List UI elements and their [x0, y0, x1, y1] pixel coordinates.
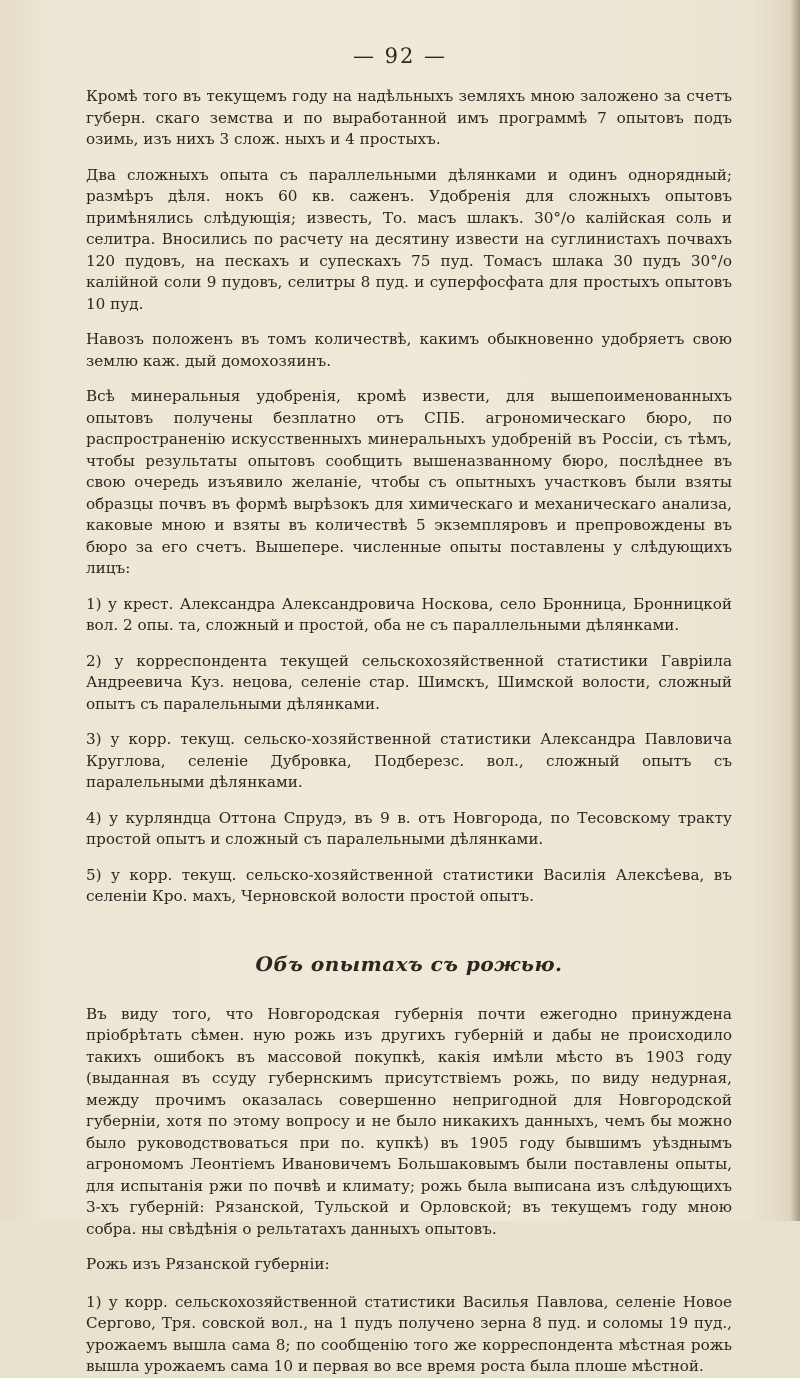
- page-number: — 92 —: [352, 44, 448, 68]
- list-item-3: 3) у корр. текущ. сельско-хозяйственной статистики Александра Павловича Круглова, селеніе Дубровка, Подберезс. вол., сложный опытъ съ паралельными дѣлянками.: [86, 730, 732, 791]
- paragraph-2: Два сложныхъ опыта съ параллельными дѣлянками и одинъ однорядный; размѣръ дѣля. нокъ 60 кв. саженъ. Удобренія для сложныхъ опытовъ примѣнялись слѣдующія; известь, То. масъ шлакъ. 30°/о калійская соль и селитра. Вносились по расчету на десятину извести на суглинистахъ почвахъ 120 пудовъ, на пескахъ и супескахъ 75 пуд. Томасъ шлака 30 пудъ 30°/о калійной соли 9 пудовъ, селитры 8 пуд. и суперфосфата для простыхъ опытовъ 10 пуд.: [86, 165, 732, 313]
- section-paragraph: Въ виду того, что Новгородская губернія почти ежегодно принуждена пріобрѣтать сѣмен. ную рожь изъ другихъ губерній и дабы не происходило такихъ ошибокъ въ массовой покупкѣ, какія имѣли мѣсто въ 1903 году (выданная въ ссуду губернскимъ присутствіемъ рожь, по виду недурная, между прочимъ оказалась совершенно непригодной для Новгородской губерніи, хотя по этому вопросу и не было никакихъ данныхъ, чемъ бы можно было руководствоваться при по. купкѣ) въ 1905 году бывшимъ уѣзднымъ агрономомъ Леонтіемъ Ивановичемъ Большаковымъ были поставлены опыты, для испытанія ржи по почвѣ и климату; рожь была выписана изъ слѣдующихъ 3-хъ губерній: Рязанской, Тульской и Орловской; въ текущемъ году мною собра. ны свѣдѣнія о рельтатахъ данныхъ опытовъ.: [86, 1004, 732, 1238]
- list-item-4: 4) у курляндца Оттона Спрудэ, въ 9 в. отъ Новгорода, по Тесовскому тракту простой опытъ и сложный съ паралельными дѣлянками.: [86, 808, 732, 848]
- subheading: Рожь изъ Рязанской губерніи:: [86, 1255, 330, 1273]
- paragraph-3: Навозъ положенъ въ томъ количествѣ, какимъ обыкновенно удобряетъ свою землю каж. дый домохозяинъ.: [86, 330, 732, 370]
- paragraph-1: Кромѣ того въ текущемъ году на надѣльныхъ земляхъ мною заложено за счетъ губерн. скаго земства и по выработанной имъ программѣ 7 опытовъ подъ озимь, изъ нихъ 3 слож. ныхъ и 4 простыхъ.: [86, 87, 732, 148]
- list-item-5: 5) у корр. текущ. сельско-хозяйственной статистики Василія Алексѣева, въ селеніи Кро. махъ, Черновской волости простой опытъ.: [86, 865, 732, 905]
- last-paragraph: 1) у корр. сельскохозяйственной статистики Василья Павлова, селеніе Новое Сергово, Тря. совской вол., на 1 пудъ получено зерна 8 пуд. и соломы 19 пуд., урожаемъ вышла сама 8; по сообщенію того же корреспондента мѣстная рожь вышла урожаемъ сама 10 и первая во все время роста была плоше мѣстной.: [86, 1292, 732, 1375]
- section-heading: Объ опытахъ съ рожью.: [255, 951, 563, 976]
- list-item-2: 2) у корреспондента текущей сельскохозяйственной статистики Гавріила Андреевича Куз. нецова, селеніе стар. Шимскъ, Шимской волости, сложный опытъ съ паралельными дѣлянками.: [86, 651, 732, 713]
- page-content: [86, 86, 732, 1378]
- paragraph-4: Всѣ минеральныя удобренія, кромѣ извести, для вышепоименованныхъ опытовъ получены безплатно отъ СПБ. агрономическаго бюро, по распространенію искусственныхъ минеральныхъ удобреній въ Россіи, съ тѣмъ, чтобы результаты опытовъ сообщить вышеназванному бюро, послѣднее въ свою очередь изъявило желаніе, чтобы съ опытныхъ участковъ были взяты образцы почвъ въ формѣ вырѣзокъ для химическаго и механическаго анализа, каковые мною и взяты въ количествѣ 5 экземпляровъ и препровождены въ бюро за его счетъ. Вышепере. численные опыты поставлены у слѣдующихъ лицъ:: [86, 387, 732, 577]
- page-edge-shadow: [790, 0, 800, 1221]
- list-item-1: 1) у крест. Александра Александровича Носкова, село Бронница, Бронницкой вол. 2 опы. та, сложный и простой, оба не съ параллельными дѣлянками.: [86, 594, 732, 634]
